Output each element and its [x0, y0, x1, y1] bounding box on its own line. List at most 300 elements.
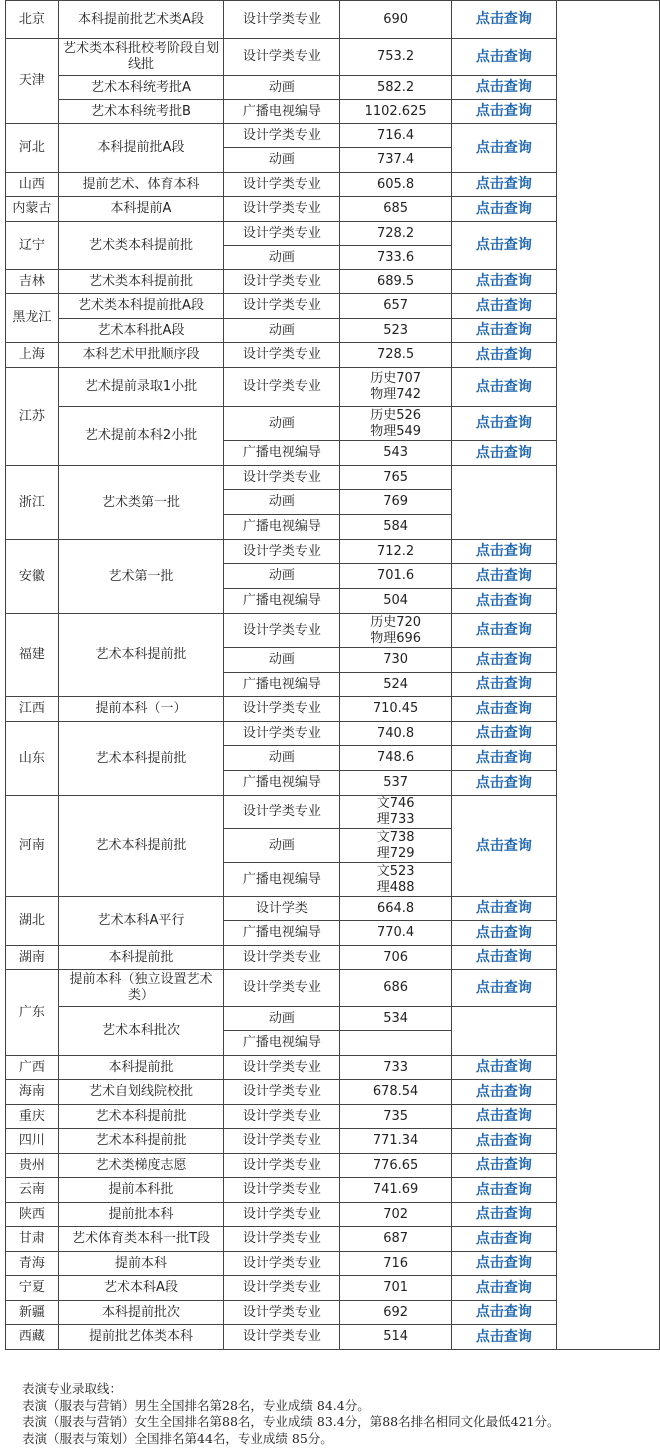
batch-cell: 提前本科批	[58, 1178, 224, 1203]
score-cell	[340, 1276, 452, 1301]
query-cell	[451, 648, 556, 673]
query-link[interactable]: 点击查询	[475, 1279, 532, 1296]
province-cell: 河北	[6, 124, 59, 173]
query-cell	[451, 124, 556, 173]
score-value-2: 物理696	[370, 630, 422, 646]
score-value: 685	[383, 201, 409, 216]
query-cell	[451, 1203, 556, 1227]
major-cell: 设计学类专业	[224, 197, 340, 222]
score-value: 524	[383, 676, 409, 692]
query-link[interactable]: 点击查询	[475, 237, 532, 253]
score-value: 740.8	[376, 725, 415, 741]
major-cell: 广播电视编导	[224, 441, 340, 466]
score-value-2: 理488	[376, 879, 415, 895]
province-cell: 西藏	[6, 1325, 59, 1350]
score-cell	[340, 124, 452, 148]
score-cell	[340, 1252, 452, 1276]
score-value: 692	[383, 1304, 409, 1320]
major-cell: 广播电视编导	[224, 1031, 340, 1056]
province-cell: 海南	[6, 1080, 59, 1105]
major-cell: 动画	[224, 1007, 340, 1031]
query-cell	[451, 173, 556, 197]
query-cell	[451, 368, 556, 407]
query-cell	[451, 796, 556, 897]
batch-cell: 提前本科	[58, 1252, 224, 1276]
query-link[interactable]: 点击查询	[475, 1206, 532, 1222]
score-value: 历史526	[370, 407, 422, 423]
batch-cell: 艺术类第一批	[58, 466, 224, 540]
major-cell: 动画	[224, 76, 340, 100]
score-cell	[340, 466, 452, 490]
query-cell	[451, 946, 556, 970]
query-cell	[451, 222, 556, 270]
query-link[interactable]: 点击查询	[475, 1304, 532, 1320]
score-value: 657	[383, 298, 409, 313]
query-link[interactable]: 点击查询	[475, 200, 532, 217]
query-link[interactable]: 点击查询	[475, 273, 532, 289]
major-cell: 广播电视编导	[224, 921, 340, 946]
query-link[interactable]: 点击查询	[475, 1108, 532, 1124]
query-link[interactable]: 点击查询	[475, 1132, 532, 1149]
query-link[interactable]: 点击查询	[475, 139, 532, 156]
score-cell	[340, 1129, 452, 1154]
score-value: 737.4	[376, 152, 415, 167]
score-cell	[340, 1007, 452, 1031]
query-link[interactable]: 点击查询	[475, 567, 532, 584]
score-cell	[340, 246, 452, 270]
score-value: 748.6	[376, 750, 415, 765]
score-value: 710.45	[372, 701, 419, 716]
province-cell: 广东	[6, 970, 59, 1056]
query-cell	[451, 1227, 556, 1252]
score-value: 664.8	[376, 900, 415, 916]
major-cell: 动画	[224, 564, 340, 589]
score-value-2: 物理549	[370, 423, 422, 439]
score-cell	[340, 76, 452, 100]
batch-cell: 提前批艺体类本科	[58, 1325, 224, 1350]
major-cell: 设计学类专业	[224, 722, 340, 746]
score-value: 706	[383, 949, 409, 965]
score-cell	[340, 407, 452, 441]
major-cell: 广播电视编导	[224, 771, 340, 796]
query-link[interactable]: 点击查询	[475, 11, 532, 27]
batch-cell: 本科提前批	[58, 946, 224, 970]
query-cell	[451, 1154, 556, 1178]
batch-cell: 本科提前A	[58, 197, 224, 222]
batch-cell: 艺术体育类本科一批T段	[58, 1227, 224, 1252]
major-cell: 设计学类专业	[224, 1154, 340, 1178]
batch-cell: 艺术提前录取1小批	[58, 368, 224, 407]
batch-cell: 艺术本科提前批	[58, 614, 224, 697]
query-link[interactable]: 点击查询	[475, 651, 532, 668]
score-value: 702	[383, 1206, 409, 1222]
score-cell	[340, 1031, 452, 1056]
major-cell: 设计学类专业	[224, 173, 340, 197]
score-cell	[340, 746, 452, 771]
batch-cell: 艺术本科统考批B	[58, 100, 224, 124]
query-cell	[451, 76, 556, 100]
major-cell: 动画	[224, 246, 340, 270]
score-value: 534	[383, 1010, 409, 1026]
score-cell	[340, 1203, 452, 1227]
province-cell: 福建	[6, 614, 59, 697]
batch-cell: 艺术类本科批校考阶段自划线批	[58, 39, 224, 76]
major-cell: 广播电视编导	[224, 863, 340, 897]
major-cell: 设计学类专业	[224, 1080, 340, 1105]
major-cell: 广播电视编导	[224, 515, 340, 540]
score-cell	[340, 946, 452, 970]
score-cell	[340, 1154, 452, 1178]
batch-cell: 本科艺术甲批顺序段	[58, 343, 224, 368]
query-link[interactable]: 点击查询	[475, 297, 532, 314]
province-cell: 新疆	[6, 1301, 59, 1325]
major-cell: 设计学类专业	[224, 540, 340, 564]
batch-cell: 艺术本科提前批	[58, 1105, 224, 1129]
query-link[interactable]: 点击查询	[475, 1083, 532, 1100]
query-cell	[451, 466, 556, 540]
major-cell: 动画	[224, 319, 340, 343]
province-cell: 浙江	[6, 466, 59, 540]
score-value: 文746	[376, 796, 415, 811]
score-value: 1102.625	[364, 103, 427, 119]
batch-cell: 提前本科（独立设置艺术类）	[58, 970, 224, 1007]
query-link[interactable]: 点击查询	[475, 1328, 532, 1345]
major-cell: 动画	[224, 746, 340, 771]
admission-score-table	[5, 0, 660, 1350]
query-cell	[451, 294, 556, 319]
score-cell	[340, 1105, 452, 1129]
query-cell	[451, 921, 556, 946]
query-cell	[451, 1105, 556, 1129]
score-cell	[340, 1227, 452, 1252]
query-cell	[451, 441, 556, 466]
blank-column	[556, 1, 659, 1350]
query-link[interactable]: 点击查询	[475, 1059, 532, 1075]
batch-cell: 本科提前批A段	[58, 124, 224, 173]
score-value: 文738	[376, 829, 415, 845]
query-cell	[451, 1007, 556, 1056]
query-cell	[451, 771, 556, 796]
query-cell	[451, 614, 556, 648]
major-cell: 设计学类专业	[224, 343, 340, 368]
query-link[interactable]: 点击查询	[475, 700, 532, 717]
major-cell: 设计学类专业	[224, 368, 340, 407]
query-link[interactable]: 点击查询	[475, 900, 532, 916]
score-cell	[340, 39, 452, 76]
score-cell	[340, 1325, 452, 1350]
score-value: 687	[383, 1231, 409, 1246]
batch-cell: 本科提前批次	[58, 1301, 224, 1325]
score-value: 776.65	[372, 1157, 419, 1173]
score-cell	[340, 697, 452, 722]
score-cell	[340, 343, 452, 368]
query-cell	[451, 1080, 556, 1105]
score-cell	[340, 148, 452, 173]
score-value: 678.54	[372, 1084, 419, 1099]
score-value: 523	[383, 322, 409, 338]
batch-cell: 艺术类本科提前批	[58, 270, 224, 294]
score-cell	[340, 222, 452, 246]
score-value: 584	[383, 519, 409, 534]
score-cell	[340, 771, 452, 796]
major-cell: 设计学类专业	[224, 1129, 340, 1154]
query-cell	[451, 897, 556, 921]
query-link[interactable]: 点击查询	[475, 924, 532, 941]
query-link[interactable]: 点击查询	[475, 1157, 532, 1173]
batch-cell: 本科提前批	[58, 1056, 224, 1080]
query-cell	[451, 589, 556, 614]
score-value: 753.2	[376, 49, 415, 64]
score-cell	[340, 970, 452, 1007]
notes-line: 表演（服表与策划）全国排名第44名，专业成绩 85分。	[22, 1430, 333, 1446]
query-link[interactable]: 点击查询	[475, 979, 532, 996]
score-cell	[340, 294, 452, 319]
score-value-2: 物理742	[370, 387, 422, 402]
province-cell: 宁夏	[6, 1276, 59, 1301]
query-cell	[451, 343, 556, 368]
batch-cell: 提前批本科	[58, 1203, 224, 1227]
query-link[interactable]: 点击查询	[475, 1255, 532, 1271]
score-value: 735	[383, 1108, 409, 1124]
query-link[interactable]: 点击查询	[475, 103, 532, 119]
score-cell	[340, 515, 452, 540]
batch-cell: 本科提前批艺术类A段	[58, 1, 224, 39]
batch-cell: 提前艺术、体育本科	[58, 173, 224, 197]
province-cell: 河南	[6, 796, 59, 897]
batch-cell: 艺术自划线院校批	[58, 1080, 224, 1105]
query-link[interactable]: 点击查询	[475, 592, 532, 609]
major-cell: 设计学类专业	[224, 697, 340, 722]
query-cell	[451, 1178, 556, 1203]
query-cell	[451, 407, 556, 441]
score-value: 716	[383, 1255, 409, 1271]
score-value-2: 理729	[376, 845, 415, 861]
score-value: 701	[383, 1280, 409, 1295]
major-cell: 动画	[224, 148, 340, 173]
query-cell	[451, 540, 556, 564]
score-value: 728.5	[376, 347, 415, 362]
notes-line: 表演（服表与营销）女生全国排名第88名，专业成绩 83.4分，第88名排名相同文化最低421分。	[22, 1414, 560, 1429]
score-cell	[340, 1178, 452, 1203]
province-cell: 四川	[6, 1129, 59, 1154]
batch-cell: 艺术类梯度志愿	[58, 1154, 224, 1178]
score-value: 733.6	[376, 249, 415, 265]
major-cell: 设计学类专业	[224, 970, 340, 1007]
batch-cell: 艺术类本科提前批A段	[58, 294, 224, 319]
score-value: 701.6	[376, 568, 415, 583]
query-cell	[451, 270, 556, 294]
province-cell: 山西	[6, 173, 59, 197]
major-cell: 设计学类专业	[224, 1, 340, 39]
batch-cell: 艺术提前本科2小批	[58, 407, 224, 466]
query-link[interactable]: 点击查询	[475, 48, 532, 65]
batch-cell: 艺术本科A段	[58, 1276, 224, 1301]
score-cell	[340, 897, 452, 921]
province-cell: 安徽	[6, 540, 59, 614]
query-link[interactable]: 点击查询	[475, 79, 532, 95]
score-value: 历史720	[370, 614, 422, 630]
score-cell	[340, 540, 452, 564]
score-cell	[340, 173, 452, 197]
query-link[interactable]: 点击查询	[475, 415, 532, 431]
notes-line: 表演（服表与营销）男生全国排名第28名，专业成绩 84.4分。	[22, 1397, 370, 1413]
score-value: 765	[383, 469, 409, 485]
score-cell	[340, 863, 452, 897]
province-cell: 黑龙江	[6, 294, 59, 343]
province-cell: 青海	[6, 1252, 59, 1276]
major-cell: 设计学类专业	[224, 1056, 340, 1080]
query-link[interactable]: 点击查询	[475, 322, 532, 338]
province-cell: 陕西	[6, 1203, 59, 1227]
major-cell: 设计学类专业	[224, 1105, 340, 1129]
major-cell: 设计学类专业	[224, 1252, 340, 1276]
province-cell: 上海	[6, 343, 59, 368]
query-cell	[451, 1129, 556, 1154]
score-value: 770.4	[376, 925, 415, 940]
query-cell	[451, 1252, 556, 1276]
major-cell: 设计学类专业	[224, 294, 340, 319]
query-cell	[451, 1276, 556, 1301]
score-value: 605.8	[376, 176, 415, 192]
query-cell	[451, 197, 556, 222]
query-link[interactable]: 点击查询	[475, 774, 532, 791]
query-link[interactable]: 点击查询	[475, 676, 532, 692]
query-link[interactable]: 点击查询	[475, 622, 532, 638]
major-cell: 动画	[224, 407, 340, 441]
major-cell: 设计学类专业	[224, 270, 340, 294]
province-cell: 广西	[6, 1056, 59, 1080]
query-cell	[451, 1301, 556, 1325]
province-cell: 湖北	[6, 897, 59, 946]
province-cell: 云南	[6, 1178, 59, 1203]
score-value: 771.34	[372, 1133, 419, 1148]
major-cell: 设计学类专业	[224, 1203, 340, 1227]
province-cell: 内蒙古	[6, 197, 59, 222]
batch-cell: 艺术本科提前批	[58, 1129, 224, 1154]
table-row	[6, 1, 660, 39]
score-value: 历史707	[370, 371, 422, 386]
score-value: 537	[383, 775, 409, 790]
score-cell	[340, 1301, 452, 1325]
score-value: 504	[383, 593, 409, 608]
query-cell	[451, 1, 556, 39]
batch-cell: 艺术类本科提前批	[58, 222, 224, 270]
score-cell	[340, 796, 452, 829]
province-cell: 重庆	[6, 1105, 59, 1129]
major-cell: 设计学类专业	[224, 466, 340, 490]
query-link[interactable]: 点击查询	[475, 1230, 532, 1247]
score-value: 686	[383, 980, 409, 995]
score-cell	[340, 490, 452, 515]
batch-cell: 艺术第一批	[58, 540, 224, 614]
score-cell	[340, 319, 452, 343]
major-cell: 设计学类专业	[224, 1276, 340, 1301]
province-cell: 甘肃	[6, 1227, 59, 1252]
query-link[interactable]: 点击查询	[475, 444, 532, 461]
province-cell: 吉林	[6, 270, 59, 294]
province-cell: 江西	[6, 697, 59, 722]
province-cell: 贵州	[6, 1154, 59, 1178]
score-cell	[340, 441, 452, 466]
major-cell: 设计学类专业	[224, 1227, 340, 1252]
major-cell: 动画	[224, 829, 340, 863]
major-cell: 设计学类专业	[224, 39, 340, 76]
batch-cell: 艺术本科提前批	[58, 796, 224, 897]
score-value: 728.2	[376, 225, 415, 241]
major-cell: 设计学类专业	[224, 1325, 340, 1350]
score-cell	[340, 197, 452, 222]
province-cell: 江苏	[6, 368, 59, 466]
major-cell: 广播电视编导	[224, 589, 340, 614]
score-value: 769	[383, 494, 409, 509]
score-value: 689.5	[376, 273, 415, 289]
batch-cell: 提前本科（一）	[58, 697, 224, 722]
score-cell	[340, 368, 452, 407]
query-link[interactable]: 点击查询	[475, 1181, 532, 1198]
query-link[interactable]: 点击查询	[475, 725, 532, 741]
score-cell	[340, 1, 452, 39]
score-cell	[340, 722, 452, 746]
query-cell	[451, 100, 556, 124]
query-cell	[451, 673, 556, 697]
major-cell: 设计学类专业	[224, 614, 340, 648]
score-value: 543	[383, 445, 409, 460]
query-link[interactable]: 点击查询	[475, 346, 532, 363]
batch-cell: 艺术本科批A段	[58, 319, 224, 343]
score-value: 733	[383, 1059, 409, 1075]
query-cell	[451, 39, 556, 76]
batch-cell: 艺术本科统考批A	[58, 76, 224, 100]
score-cell	[340, 270, 452, 294]
query-link[interactable]: 点击查询	[475, 837, 532, 854]
query-link[interactable]: 点击查询	[475, 543, 532, 559]
score-value: 716.4	[376, 127, 415, 143]
score-cell	[340, 564, 452, 589]
major-cell: 设计学类专业	[224, 796, 340, 829]
score-cell	[340, 648, 452, 673]
score-cell	[340, 829, 452, 863]
query-link[interactable]: 点击查询	[475, 176, 532, 192]
query-cell	[451, 564, 556, 589]
province-cell: 北京	[6, 1, 59, 39]
notes-title: 表演专业录取线：	[22, 1381, 123, 1396]
query-cell	[451, 697, 556, 722]
major-cell: 动画	[224, 490, 340, 515]
province-cell: 湖南	[6, 946, 59, 970]
score-value: 582.2	[376, 79, 415, 95]
query-link[interactable]: 点击查询	[475, 749, 532, 766]
score-value-2: 理733	[376, 812, 415, 827]
score-cell	[340, 1056, 452, 1080]
query-link[interactable]: 点击查询	[475, 949, 532, 965]
query-cell	[451, 746, 556, 771]
province-cell: 天津	[6, 39, 59, 124]
score-value: 690	[383, 11, 409, 27]
query-link[interactable]: 点击查询	[475, 378, 532, 395]
major-cell: 设计学类	[224, 897, 340, 921]
score-value: 712.2	[376, 543, 415, 559]
score-cell	[340, 1080, 452, 1105]
score-cell	[340, 100, 452, 124]
major-cell: 设计学类专业	[224, 222, 340, 246]
performance-notes	[22, 1381, 559, 1447]
major-cell: 广播电视编导	[224, 100, 340, 124]
query-cell	[451, 1056, 556, 1080]
score-cell	[340, 921, 452, 946]
major-cell: 设计学类专业	[224, 1301, 340, 1325]
score-value: 730	[383, 652, 409, 667]
province-cell: 辽宁	[6, 222, 59, 270]
